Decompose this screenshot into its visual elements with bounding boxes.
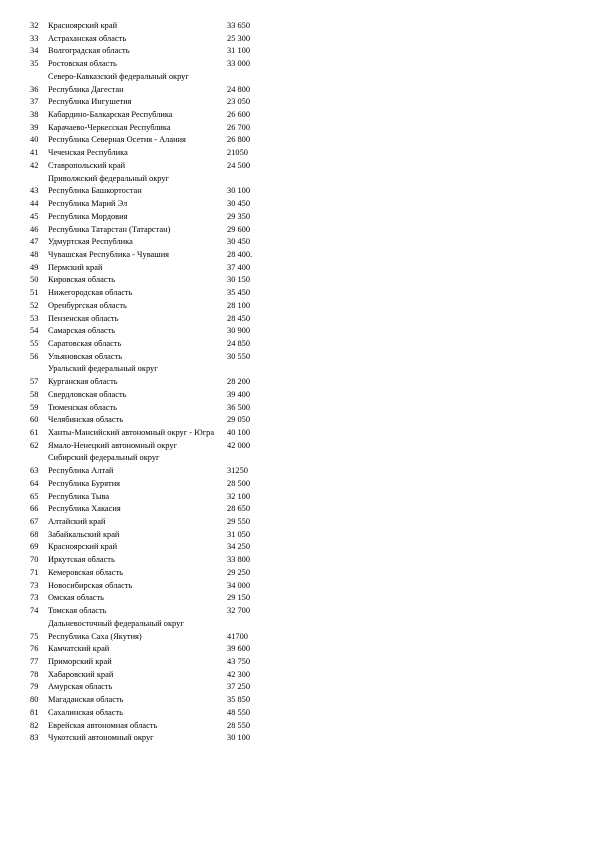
table-row — [0, 274, 595, 287]
table-row — [0, 58, 595, 71]
table-row — [0, 440, 595, 453]
row-number: 44 — [30, 199, 39, 209]
salary-value: 39 600 — [227, 644, 251, 654]
row-number: 82 — [30, 720, 39, 730]
table-row — [0, 465, 595, 478]
table-row — [0, 427, 595, 440]
region-name: Чувашская Республика - Чувашия — [48, 249, 170, 259]
region-name: Республика Хакасия — [48, 504, 121, 514]
table-row — [0, 351, 595, 364]
table-row — [0, 402, 595, 415]
table-row — [0, 643, 595, 656]
salary-value: 29 350 — [227, 211, 251, 221]
salary-value: 43 750 — [227, 656, 251, 666]
salary-value: 28 500 — [227, 478, 251, 488]
row-number: 43 — [30, 186, 39, 196]
table-row — [0, 134, 595, 147]
district-name: Уральский федеральный округ — [48, 364, 158, 374]
table-row — [0, 491, 595, 504]
table-row — [0, 109, 595, 122]
row-number: 38 — [30, 110, 39, 120]
row-number: 53 — [30, 313, 39, 323]
region-name: Республика Северная Осетия - Алания — [48, 135, 186, 145]
row-number: 62 — [30, 440, 39, 450]
row-number: 56 — [30, 351, 39, 361]
row-number: 77 — [30, 656, 39, 666]
salary-value: 35 850 — [227, 695, 251, 705]
salary-value: 32 700 — [227, 606, 251, 616]
district-name: Сибирский федеральный округ — [48, 453, 160, 463]
salary-value: 24 850 — [227, 338, 251, 348]
row-number: 81 — [30, 707, 39, 717]
region-name: Ставропольский край — [48, 160, 126, 170]
row-number: 73 — [30, 580, 39, 590]
district-name: Северо-Кавказский федеральный округ — [48, 71, 189, 81]
table-row — [0, 300, 595, 313]
salary-value: 30 150 — [227, 275, 251, 285]
row-number: 79 — [30, 682, 39, 692]
region-name: Свердловская область — [48, 389, 127, 399]
table-row — [0, 656, 595, 669]
salary-value: 26 800 — [227, 135, 251, 145]
row-number: 64 — [30, 478, 39, 488]
salary-value: 28 400. — [227, 249, 253, 259]
table-row — [0, 567, 595, 580]
region-name: Кабардино-Балкарская Республика — [48, 110, 173, 120]
salary-value: 33 650 — [227, 21, 251, 30]
salary-value: 42 300 — [227, 669, 251, 679]
region-name: Ульяновская область — [48, 351, 123, 361]
region-name: Республика Татарстан (Татарстан) — [48, 224, 171, 234]
salary-value: 32 100 — [227, 491, 251, 501]
region-name: Удмуртская Республика — [48, 237, 133, 247]
table-row — [0, 669, 595, 682]
table-row — [0, 45, 595, 58]
table-row — [0, 20, 595, 33]
row-number: 68 — [30, 529, 39, 539]
row-number: 66 — [30, 504, 39, 514]
salary-value: 30 100 — [227, 733, 251, 743]
row-number: 50 — [30, 275, 39, 285]
district-header-row — [0, 173, 595, 186]
table-row — [0, 580, 595, 593]
salary-value: 37 400 — [227, 262, 251, 272]
region-name: Иркутская область — [48, 555, 115, 565]
table-row — [0, 287, 595, 300]
region-name: Амурская область — [48, 682, 113, 692]
region-name: Камчатский край — [48, 644, 110, 654]
region-salary-table — [0, 20, 595, 745]
region-name: Чукотский автономный округ — [48, 733, 154, 743]
table-row — [0, 720, 595, 733]
district-name: Приволжский федеральный округ — [48, 173, 169, 183]
region-name: Магаданская область — [48, 695, 124, 705]
salary-value: 34 000 — [227, 580, 251, 590]
salary-value: 29 050 — [227, 415, 251, 425]
table-row — [0, 554, 595, 567]
row-number: 60 — [30, 415, 39, 425]
region-name: Чеченская Республика — [48, 148, 128, 158]
salary-value: 33 000 — [227, 59, 251, 69]
row-number: 51 — [30, 288, 39, 298]
region-name: Карачаево-Черкесская Республика — [48, 122, 171, 132]
region-name: Томская область — [48, 606, 107, 616]
row-number: 83 — [30, 733, 39, 743]
row-number: 41 — [30, 148, 39, 158]
table-row — [0, 224, 595, 237]
row-number: 47 — [30, 237, 39, 247]
table-row — [0, 694, 595, 707]
table-row — [0, 147, 595, 160]
salary-value: 34 250 — [227, 542, 251, 552]
region-name: Астраханская область — [48, 33, 127, 43]
salary-value: 40 100 — [227, 428, 251, 437]
row-number: 63 — [30, 466, 39, 476]
region-name: Тюменская область — [48, 402, 117, 412]
table-row — [0, 681, 595, 694]
region-name: Сахалинская область — [48, 707, 123, 717]
region-name: Кировская область — [48, 275, 116, 285]
region-name: Самарская область — [48, 326, 116, 336]
row-number: 73 — [30, 593, 39, 603]
district-header-row — [0, 452, 595, 465]
salary-value: 31 100 — [227, 46, 251, 56]
table-row — [0, 376, 595, 389]
row-number: 76 — [30, 644, 39, 654]
row-number: 49 — [30, 262, 39, 272]
region-name: Республика Бурятия — [48, 478, 121, 488]
salary-value: 24 800 — [227, 84, 251, 94]
salary-value: 35 450 — [227, 288, 251, 298]
salary-value: 37 250 — [227, 682, 251, 692]
district-header-row — [0, 618, 595, 631]
salary-value: 30 450 — [227, 237, 251, 247]
row-number: 52 — [30, 300, 39, 310]
salary-value: 36 500 — [227, 402, 251, 412]
region-name: Республика Башкортостан — [48, 186, 142, 196]
region-name: Республика Тыва — [48, 491, 110, 501]
salary-value: 30 550 — [227, 351, 251, 361]
row-number: 45 — [30, 211, 39, 221]
salary-value: 23 050 — [227, 97, 251, 107]
salary-value: 30 450 — [227, 199, 251, 209]
table-row — [0, 414, 595, 427]
region-name: Республика Мордовия — [48, 211, 128, 221]
table-row — [0, 33, 595, 46]
table-row — [0, 236, 595, 249]
row-number: 39 — [30, 122, 39, 132]
region-name: Ханты-Мансийский автономный округ - Югра — [48, 428, 215, 437]
region-name: Хабаровский край — [48, 669, 114, 679]
salary-value: 29 250 — [227, 567, 251, 577]
salary-value: 24 500 — [227, 160, 251, 170]
row-number: 46 — [30, 224, 39, 234]
row-number: 48 — [30, 249, 39, 259]
row-number: 65 — [30, 491, 39, 501]
row-number: 78 — [30, 669, 39, 679]
row-number: 32 — [30, 21, 39, 30]
region-name: Пермский край — [48, 262, 103, 272]
salary-value: 48 550 — [227, 707, 251, 717]
salary-value: 28 650 — [227, 504, 251, 514]
region-name: Омская область — [48, 593, 105, 603]
row-number: 61 — [30, 428, 39, 437]
table-row — [0, 249, 595, 262]
region-name: Новосибирская область — [48, 580, 133, 590]
row-number: 69 — [30, 542, 39, 552]
table-row — [0, 122, 595, 135]
table-row — [0, 707, 595, 720]
table-row — [0, 325, 595, 338]
table-row — [0, 541, 595, 554]
table-row — [0, 84, 595, 97]
row-number: 35 — [30, 59, 39, 69]
table-row — [0, 160, 595, 173]
region-name: Забайкальский край — [48, 529, 120, 539]
salary-value: 29 150 — [227, 593, 251, 603]
table-row — [0, 338, 595, 351]
row-number: 70 — [30, 555, 39, 565]
salary-value: 28 550 — [227, 720, 251, 730]
district-name: Дальневосточный федеральный округ — [48, 618, 184, 628]
row-number: 59 — [30, 402, 39, 412]
region-name: Алтайский край — [48, 517, 106, 527]
table-row — [0, 478, 595, 491]
row-number: 71 — [30, 567, 39, 577]
region-name: Ямало-Ненецкий автономный округ — [48, 440, 177, 450]
table-row — [0, 631, 595, 644]
salary-value: 21050 — [227, 148, 248, 158]
salary-value: 30 900 — [227, 326, 251, 336]
region-name: Еврейская автономная область — [48, 720, 158, 730]
table-row — [0, 592, 595, 605]
district-header-row — [0, 71, 595, 84]
salary-value: 33 800 — [227, 555, 251, 565]
table-row — [0, 503, 595, 516]
district-header-row — [0, 363, 595, 376]
row-number: 55 — [30, 338, 39, 348]
table-row — [0, 389, 595, 402]
salary-value: 31 050 — [227, 529, 251, 539]
region-name: Республика Саха (Якутия) — [48, 631, 142, 641]
row-number: 74 — [30, 606, 39, 616]
row-number: 54 — [30, 326, 39, 336]
row-number: 67 — [30, 517, 39, 527]
salary-value: 26 700 — [227, 122, 251, 132]
row-number: 57 — [30, 377, 39, 387]
region-name: Красноярский край — [48, 21, 118, 30]
region-name: Республика Дагестан — [48, 84, 124, 94]
region-name: Пензенская область — [48, 313, 119, 323]
row-number: 58 — [30, 389, 39, 399]
salary-value: 25 300 — [227, 33, 251, 43]
salary-value: 28 100 — [227, 300, 251, 310]
table-row — [0, 262, 595, 275]
region-name: Ростовская область — [48, 59, 117, 69]
region-name: Республика Марий Эл — [48, 199, 128, 209]
table-row — [0, 313, 595, 326]
table-row — [0, 211, 595, 224]
salary-value: 26 600 — [227, 110, 251, 120]
region-name: Курганская область — [48, 377, 118, 387]
row-number: 42 — [30, 160, 39, 170]
region-name: Волгоградская область — [48, 46, 130, 56]
row-number: 34 — [30, 46, 39, 56]
salary-value: 41700 — [227, 631, 248, 641]
row-number: 40 — [30, 135, 39, 145]
region-name: Саратовская область — [48, 338, 122, 348]
salary-value: 29 600 — [227, 224, 251, 234]
salary-value: 29 550 — [227, 517, 251, 527]
region-name: Красноярский край — [48, 542, 118, 552]
region-name: Приморский край — [48, 656, 112, 666]
row-number: 33 — [30, 33, 39, 43]
region-name: Челябинская область — [48, 415, 124, 425]
table-row — [0, 516, 595, 529]
region-name: Кемеровская область — [48, 567, 123, 577]
salary-value: 30 100 — [227, 186, 251, 196]
row-number: 36 — [30, 84, 39, 94]
table-row — [0, 605, 595, 618]
salary-value: 31250 — [227, 466, 248, 476]
salary-value: 39 400 — [227, 389, 251, 399]
row-number: 80 — [30, 695, 39, 705]
table-row — [0, 96, 595, 109]
table-row — [0, 529, 595, 542]
region-name: Республика Ингушетия — [48, 97, 132, 107]
row-number: 37 — [30, 97, 39, 107]
region-name: Республика Алтай — [48, 466, 114, 476]
region-name: Нижегородская область — [48, 288, 133, 298]
table-row — [0, 732, 595, 745]
table-row — [0, 198, 595, 211]
region-name: Оренбургская область — [48, 300, 127, 310]
salary-value: 28 200 — [227, 377, 251, 387]
salary-value: 42 000 — [227, 440, 251, 450]
row-number: 75 — [30, 631, 39, 641]
table-row — [0, 185, 595, 198]
salary-value: 28 450 — [227, 313, 251, 323]
